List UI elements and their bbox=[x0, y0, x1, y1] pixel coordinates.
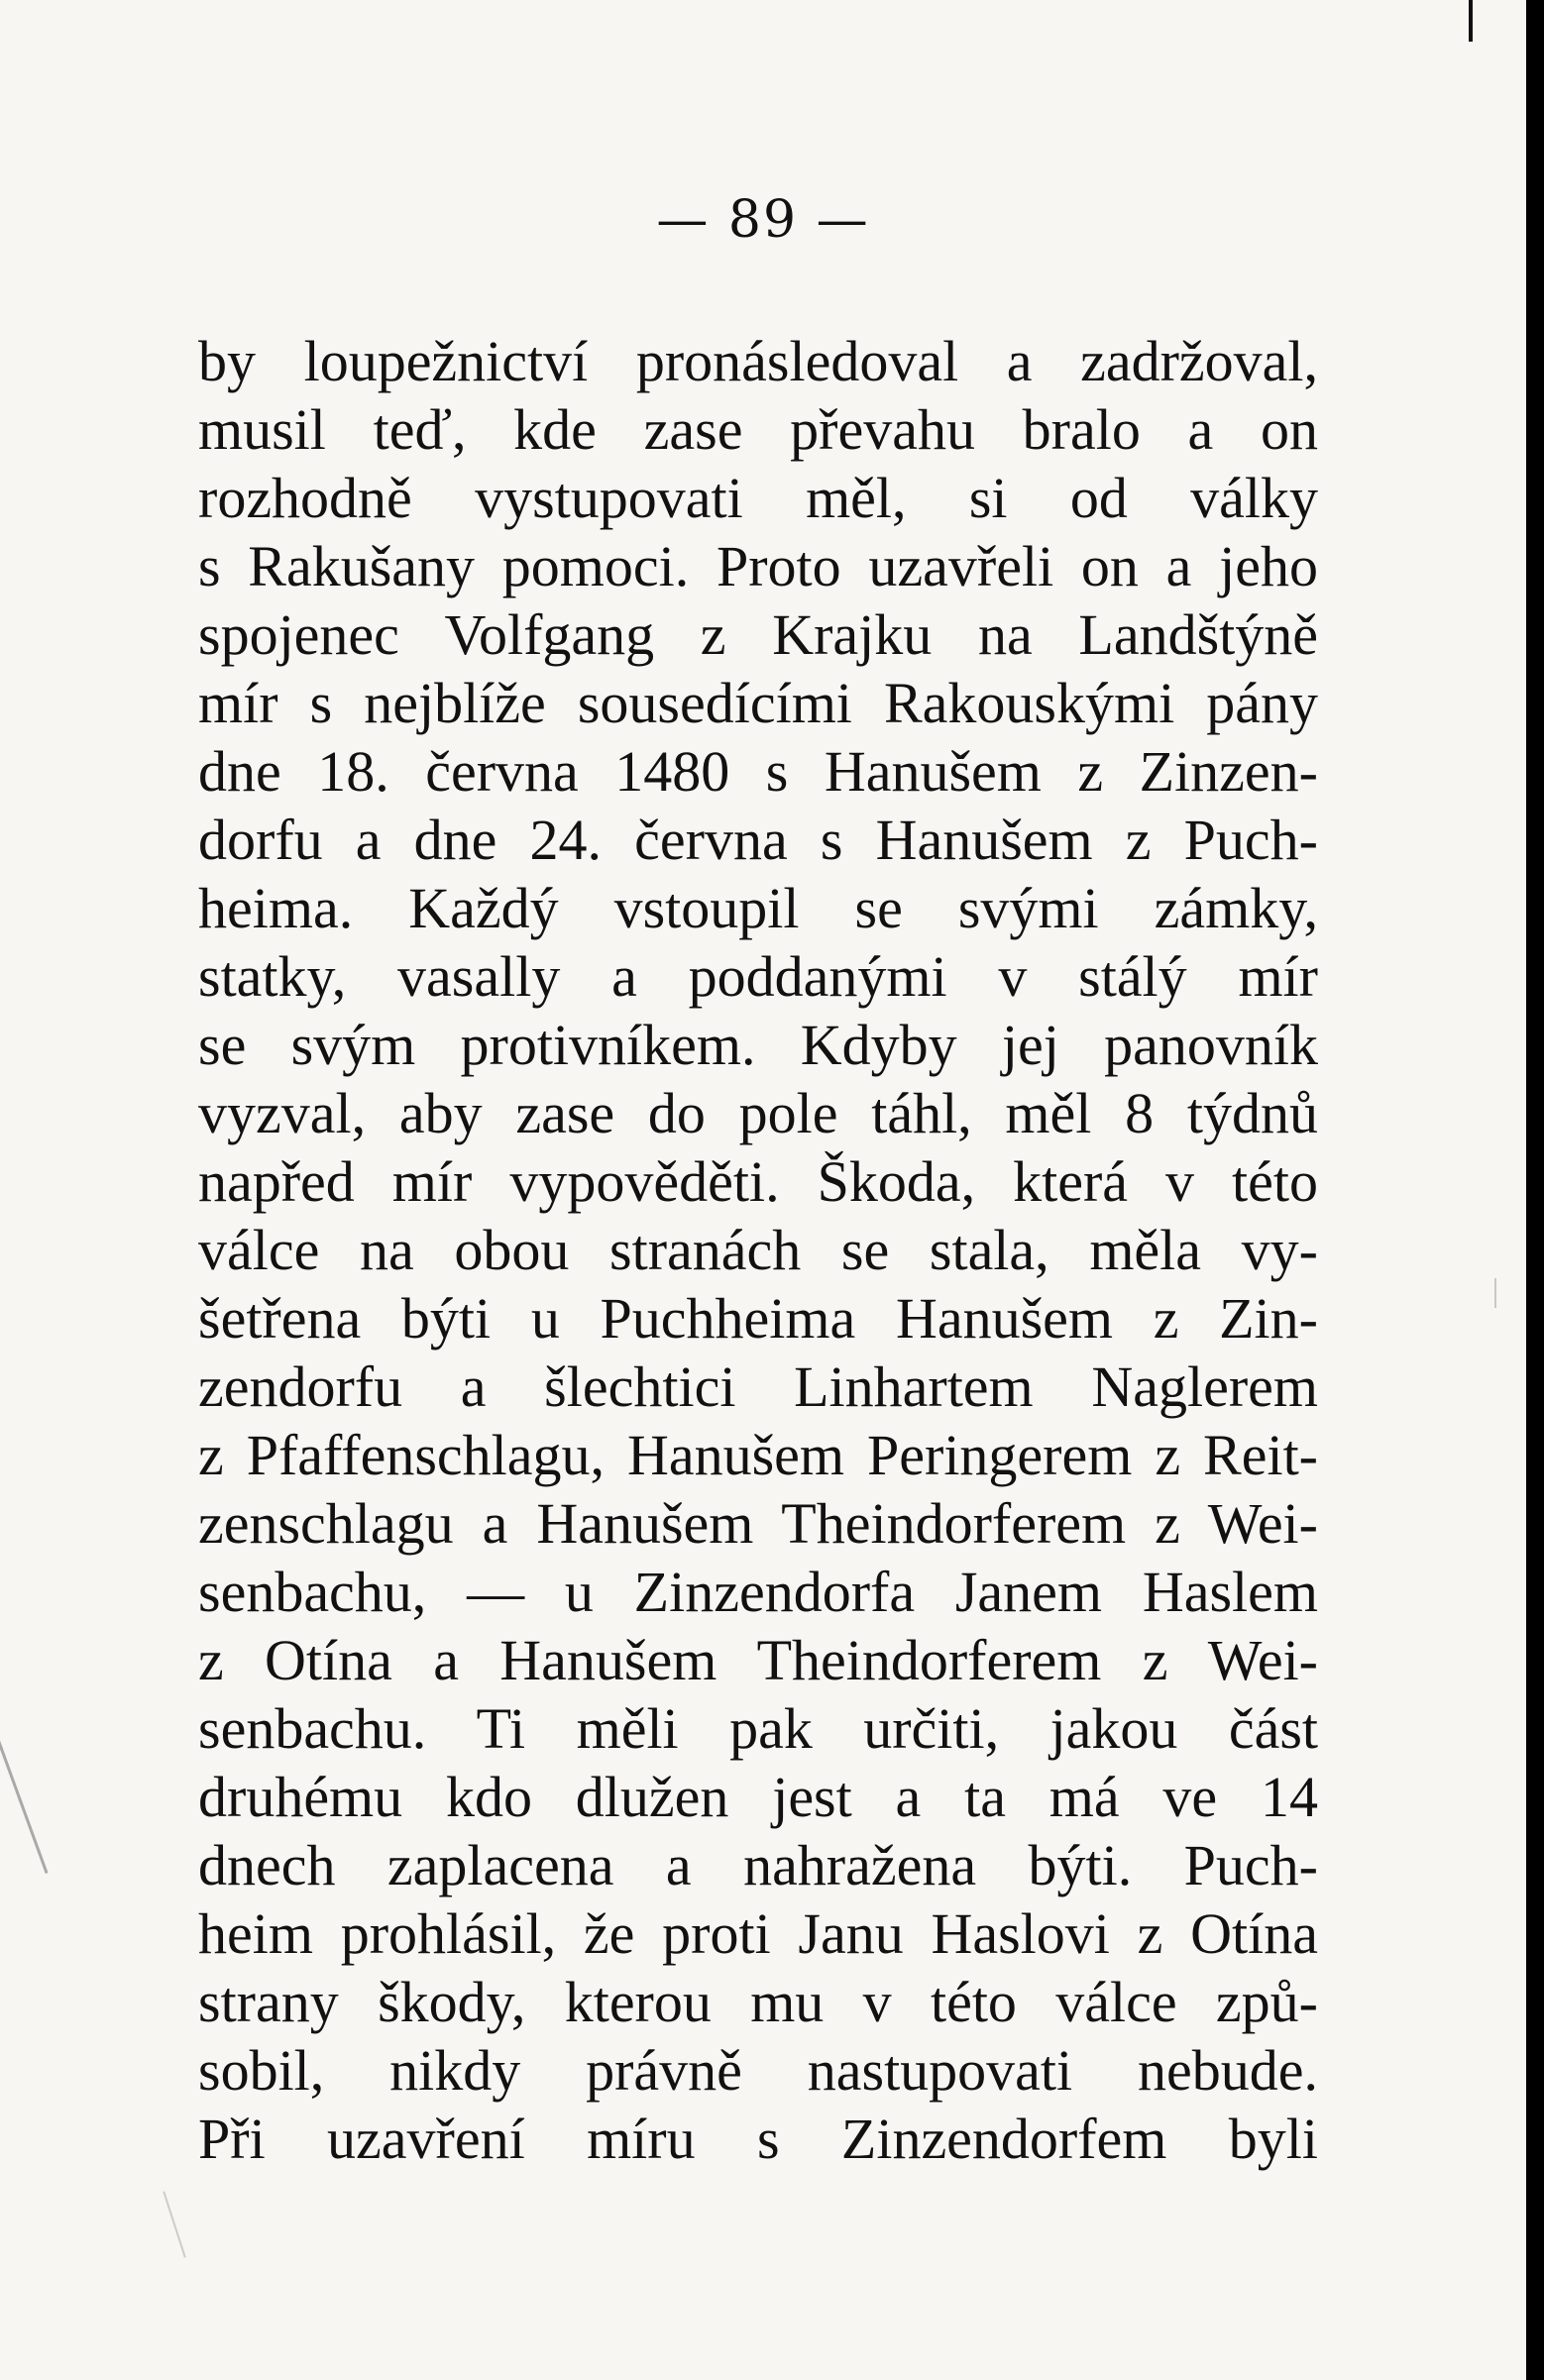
text-line: mír s nejblíže sousedícími Rakouskými pány bbox=[198, 671, 1318, 735]
scan-border bbox=[1526, 0, 1544, 2380]
text-line: statky, vasally a poddanými v stálý mír bbox=[198, 944, 1318, 1009]
text-line: s Rakušany pomoci. Proto uzavřeli on a jeho bbox=[198, 534, 1318, 598]
text-line: napřed mír vypověděti. Škoda, která v této bbox=[198, 1149, 1318, 1214]
text-line: heim prohlásil, že proti Janu Haslovi z Otína bbox=[198, 1901, 1318, 1966]
text-line: zendorfu a šlechtici Linhartem Naglerem bbox=[198, 1354, 1318, 1419]
body-text bbox=[198, 327, 1318, 2173]
text-line: dnech zaplacena a nahražena býti. Puch- bbox=[198, 1833, 1318, 1897]
text-line: by loupežnictví pronásledoval a zadržoval, bbox=[198, 329, 1318, 393]
scan-artifact-line bbox=[0, 1733, 49, 1874]
text-line: sobil, nikdy právně nastupovati nebude. bbox=[198, 2038, 1318, 2103]
scan-artifact-line bbox=[163, 2191, 186, 2257]
text-line: zenschlagu a Hanušem Theindorferem z Wei- bbox=[198, 1491, 1318, 1556]
text-line: z Pfaffenschlagu, Hanušem Peringerem z Reit- bbox=[198, 1423, 1318, 1487]
text-line: rozhodně vystupovati měl, si od války bbox=[198, 466, 1318, 530]
text-line: dorfu a dne 24. června s Hanušem z Puch- bbox=[198, 808, 1318, 872]
text-line: šetřena býti u Puchheima Hanušem z Zin- bbox=[198, 1286, 1318, 1351]
text-line: senbachu, — u Zinzendorfa Janem Haslem bbox=[198, 1560, 1318, 1624]
text-line: spojenec Volfgang z Krajku na Landštýně bbox=[198, 602, 1318, 667]
text-line: musil teď, kde zase převahu bralo a on bbox=[198, 397, 1318, 462]
text-line: druhému kdo dlužen jest a ta má ve 14 bbox=[198, 1765, 1318, 1829]
text-line: Při uzavření míru s Zinzendorfem byli bbox=[198, 2107, 1318, 2171]
scan-artifact-line bbox=[1494, 1278, 1496, 1308]
text-line: strany škody, kterou mu v této válce způ- bbox=[198, 1970, 1318, 2034]
text-line: senbachu. Ti měli pak určiti, jakou část bbox=[198, 1696, 1318, 1761]
page-number: — 89 — bbox=[656, 190, 870, 250]
text-line: heima. Každý vstoupil se svými zámky, bbox=[198, 876, 1318, 940]
text-line: vyzval, aby zase do pole táhl, měl 8 týdnů bbox=[198, 1081, 1318, 1145]
scan-edge-mark bbox=[1469, 0, 1473, 42]
text-line: se svým protivníkem. Kdyby jej panovník bbox=[198, 1013, 1318, 1077]
text-line: z Otína a Hanušem Theindorferem z Wei- bbox=[198, 1628, 1318, 1692]
text-line: dne 18. června 1480 s Hanušem z Zinzen- bbox=[198, 739, 1318, 804]
text-line: válce na obou stranách se stala, měla vy- bbox=[198, 1218, 1318, 1282]
